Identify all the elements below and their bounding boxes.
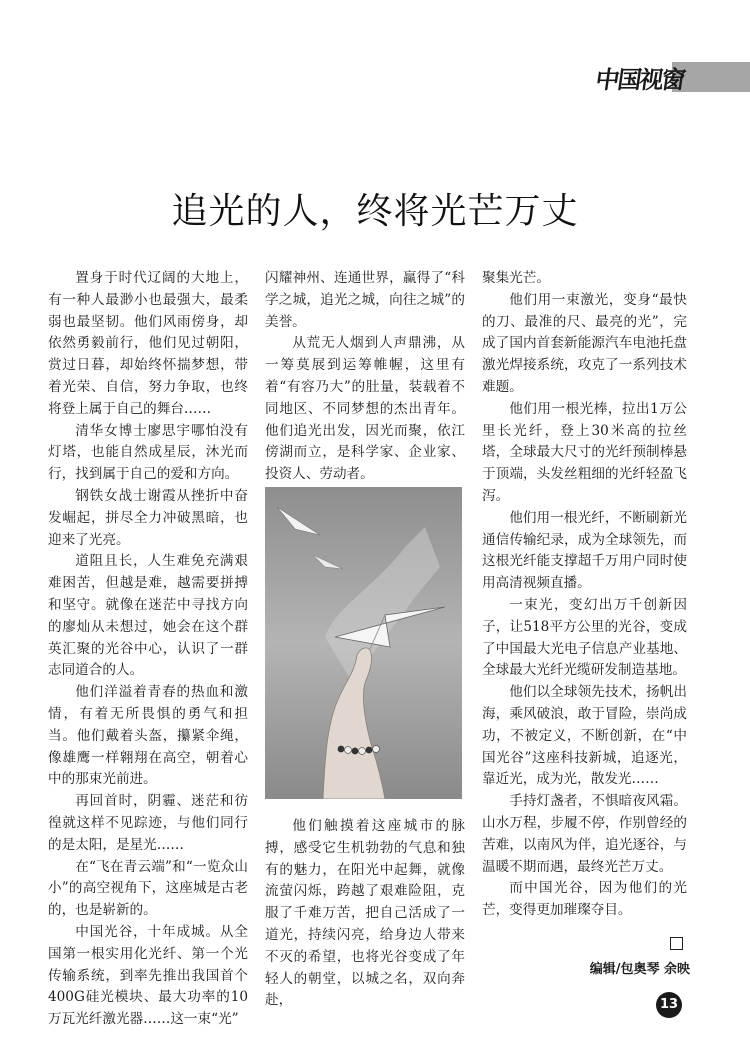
paragraph: 在“飞在青云端”和“一览众山小”的高空视角下，这座城是古老的，也是崭新的。 [48, 858, 248, 919]
end-mark-icon [670, 937, 683, 950]
paragraph: 他们用一根光纤，不断刷新光通信传输纪录，成为全球领先，而这根光纤能支撑超千万用户同时使用高清视频直播。 [482, 509, 687, 592]
paragraph: 他们洋溢着青春的热血和激情，有着无所畏惧的勇气和担当。他们戴着头盔，攥紧伞绳，像雄鹰一样翱翔在高空，朝着心中的那束光前进。 [48, 684, 248, 788]
paragraph: 他们用一根光棒，拉出1万公里长光纤，登上30米高的拉丝塔，全球最大尺寸的光纤预制棒悬于顶端，头发丝粗细的光纤轻盈飞泻。 [482, 400, 687, 504]
paragraph: 而中国光谷，因为他们的光芒，变得更加璀璨夺目。 [482, 880, 687, 919]
paper-plane-illustration [265, 487, 462, 799]
paragraph: 他们以全球领先技术，扬帆出海，乘风破浪，敢于冒险，崇尚成功，不被定义，不断创新，在“中国光谷”这座科技新城，追逐光，靠近光，成为光，散发光…… [482, 684, 687, 788]
paragraph: 他们触摸着这座城市的脉搏，感受它生机勃勃的气息和独有的魅力，在阳光中起舞，就像流萤闪烁，跨越了艰难险阻，克服了千难万苦，把自己活成了一道光，持续闪亮，给身边人带来不灭的希望，也将光谷变成了年轻人的朝堂，以城之名，双向奔赴， [265, 818, 465, 1009]
section-logo: 中国视窗 [593, 66, 686, 94]
column-2-bottom [265, 816, 465, 1012]
paragraph: 钢铁女战士谢霞从挫折中奋发崛起，拼尽全力冲破黑暗，也迎来了光亮。 [48, 487, 248, 548]
paragraph: 他们用一束激光，变身“最快的刀、最准的尺、最亮的光”，完成了国内首套新能源汽车电池托盘激光焊接系统，攻克了一系列技术难题。 [482, 291, 687, 395]
paragraph: 中国光谷，十年成城。从全国第一根实用化光纤、第一个光传输系统，到率先推出我国首个400G硅光模块、最大功率的10万瓦光纤激光器……这一束“光” [48, 923, 248, 1028]
paragraph: 一束光，变幻出万千创新因子，让518平方公里的光谷，变成了中国最大光电子信息产业基地、全球最大光纤光缆研发制造基地。 [482, 596, 687, 679]
paragraph: 再回首时，阴霾、迷茫和彷徨就这样不见踪迹，与他们同行的是太阳，是星光…… [48, 793, 248, 853]
paragraph: 道阻且长，人生难免充满艰难困苦，但越是难，越需要拼搏和坚守。就像在迷茫中寻找方向的廖灿从未想过，她会在这个群英汇聚的光谷中心，认识了一群志同道合的人。 [48, 553, 248, 679]
article-title: 追光的人，终将光芒万丈 [171, 191, 579, 232]
paragraph: 从荒无人烟到人声鼎沸，从一筹莫展到运筹帷幄，这里有着“有容乃大”的肚量，装载着不同地区、不同梦想的杰出青年。他们追光出发，因光而聚，依江傍湖而立，是科学家、企业家、投资人、劳动者。 [265, 335, 465, 483]
editor-credit: 编辑/包奥琴 余映 [589, 962, 690, 977]
paragraph: 聚集光芒。 [482, 270, 550, 286]
column-2-top [265, 268, 465, 486]
paragraph: 置身于时代辽阔的大地上，有一种人最渺小也最强大，最柔弱也最坚韧。他们风雨傍身，却依然勇毅前行，他们见过朝阳，赏过日暮，却始终怀揣梦想，带着光荣、自信，努力争取，也终将登上属于自己的舞台…… [48, 270, 248, 417]
paragraph: 清华女博士廖思宇哪怕没有灯塔，也能自然成星辰，沐光而行，找到属于自己的爱和方向。 [48, 422, 248, 483]
column-3 [482, 268, 687, 922]
paragraph: 闪耀神州、连通世界，赢得了“科学之城，追光之城，向往之城”的美誉。 [265, 270, 465, 330]
paragraph: 手持灯盏者，不惧暗夜风霜。山水万程，步履不停，作别曾经的苦难，以南风为伴，追光逐谷，与温暖不期而遇，最终光芒万丈。 [482, 793, 687, 875]
column-1 [48, 268, 248, 1031]
page-number: 13 [656, 992, 682, 1018]
illustration-svg [265, 487, 462, 799]
